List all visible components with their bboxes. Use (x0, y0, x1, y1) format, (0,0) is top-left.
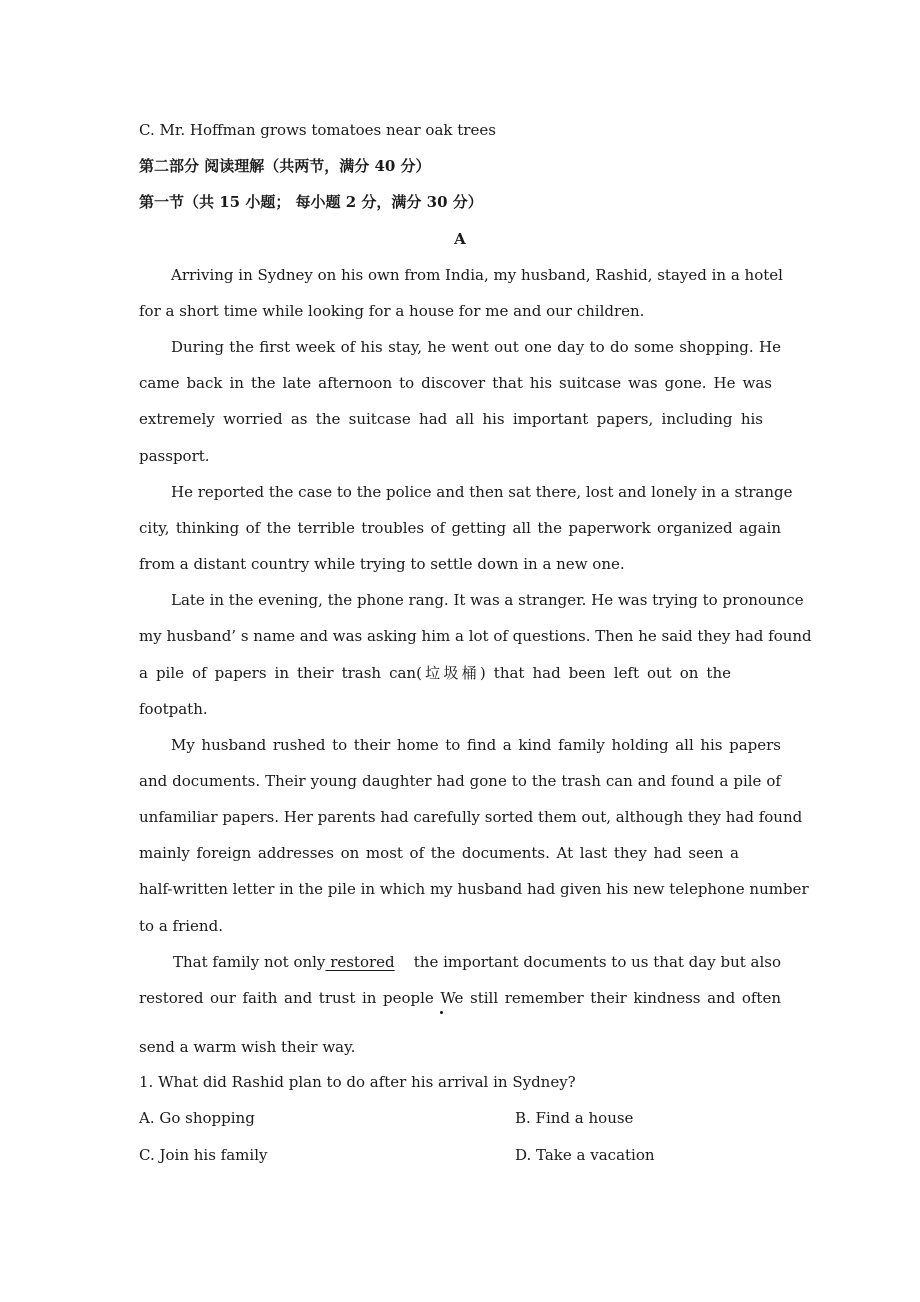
passage-line: and documents. Their young daughter had gone to the trash can and found a pile of (139, 772, 781, 790)
passage-line: Late in the evening, the phone rang. It was a stranger. He was trying to pronounce (171, 591, 804, 609)
passage-line: a pile of papers in their trash can(垃圾桶) that had been left out on the (139, 664, 731, 682)
passage-line-with-underline (173, 952, 781, 972)
question-1-option-c[interactable]: C. Join his family (139, 1146, 268, 1164)
passage-text: the important documents to us that day but also (413, 953, 781, 971)
question-1-option-d[interactable]: D. Take a vacation (515, 1146, 655, 1164)
passage-line: from a distant country while trying to settle down in a new one. (139, 555, 625, 573)
passage-line: mainly foreign addresses on most of the documents. At last they had seen a (139, 844, 739, 862)
passage-line: footpath. (139, 700, 208, 718)
passage-line: city, thinking of the terrible troubles of getting all the paperwork organized again (139, 519, 781, 537)
underlined-word-restored: restored (325, 953, 395, 971)
passage-line: to a friend. (139, 917, 223, 935)
question-1-stem: 1. What did Rashid plan to do after his arrival in Sydney? (139, 1073, 576, 1091)
passage-line: My husband rushed to their home to find a kind family holding all his papers (171, 736, 781, 754)
section-heading: 第一节（共 15 小题； 每小题 2 分，满分 30 分） (139, 193, 483, 211)
question-1-option-b[interactable]: B. Find a house (515, 1109, 634, 1127)
passage-line: extremely worried as the suitcase had all his important papers, including his (139, 410, 763, 428)
passage-line: came back in the late afternoon to discover that his suitcase was gone. He was (139, 374, 772, 392)
passage-line: passport. (139, 447, 210, 465)
passage-line: unfamiliar papers. Her parents had carefully sorted them out, although they had found (139, 808, 803, 826)
previous-option-c: C. Mr. Hoffman grows tomatoes near oak trees (139, 121, 496, 139)
passage-line: Arriving in Sydney on his own from India, my husband, Rashid, stayed in a hotel (171, 266, 783, 284)
passage-line: He reported the case to the police and then sat there, lost and lonely in a strange (171, 483, 793, 501)
passage-line: for a short time while looking for a house for me and our children. (139, 302, 645, 320)
question-1-option-a[interactable]: A. Go shopping (139, 1109, 255, 1127)
passage-line: restored our faith and trust in people We still remember their kindness and often (139, 989, 781, 1007)
passage-label: A (454, 230, 466, 248)
passage-line: half-written letter in the pile in which my husband had given his new telephone number (139, 880, 809, 898)
passage-line: my husband’ s name and was asking him a lot of questions. Then he said they had found (139, 627, 812, 645)
passage-text: That family not only restored (173, 953, 395, 971)
passage-line: During the first week of his stay, he went out one day to do some shopping. He (171, 338, 781, 356)
part-heading: 第二部分 阅读理解（共两节，满分 40 分） (139, 157, 431, 175)
emphasis-dot (440, 1011, 443, 1014)
passage-line: send a warm wish their way. (139, 1038, 356, 1056)
